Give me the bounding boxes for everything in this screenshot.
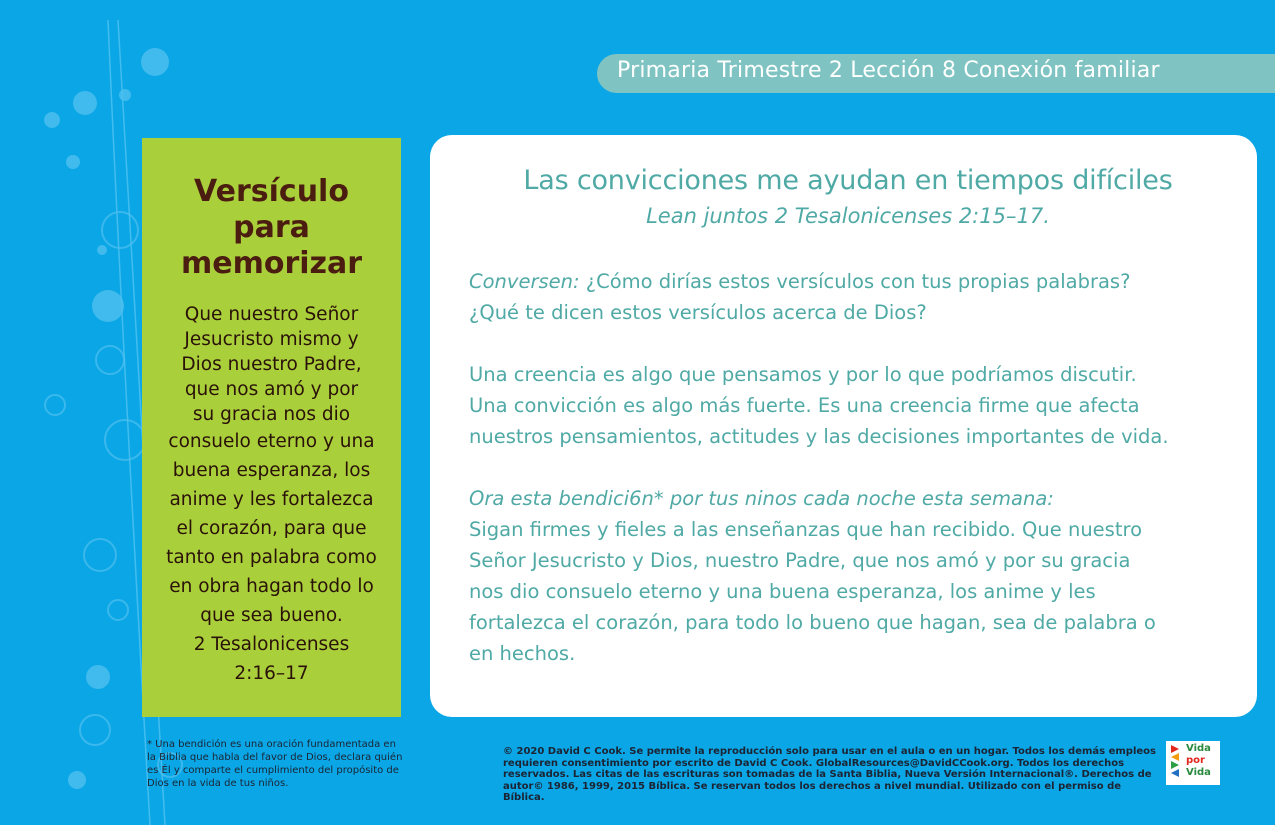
memory-verse-reference-line: 2:16–17 — [234, 663, 309, 684]
memory-verse-panel — [142, 138, 401, 717]
logo-line: Vida — [1186, 743, 1211, 754]
memory-verse-text — [148, 302, 395, 630]
memory-verse-line: el corazón, para que — [176, 518, 367, 539]
header-banner — [597, 54, 1275, 93]
memory-verse-title-line: memorizar — [180, 246, 363, 281]
prayer-line: en hechos. — [469, 642, 576, 665]
footnote-line: la Biblia que habla del favor de Dios, declara quién — [147, 752, 403, 763]
memory-verse-line: Jesucristo mismo y — [184, 329, 359, 350]
belief-line: Una convicción es algo más fuerte. Es una creencia firme que afecta — [469, 394, 1140, 417]
belief-paragraph — [469, 359, 1227, 452]
memory-verse-title — [148, 174, 395, 282]
memory-verse-line: buena esperanza, los — [172, 460, 371, 481]
lesson-title: Las convicciones me ayudan en tiempos difíciles — [523, 165, 1173, 196]
memory-verse-line: que nos amó y por — [184, 379, 359, 400]
prayer-line: nos dio consuelo eterno y una buena esperanza, los anime y les — [469, 580, 1096, 603]
logo-mark-icon — [1169, 743, 1183, 783]
memory-verse-line: en obra hagan todo lo — [169, 576, 374, 597]
memory-verse-line: anime y les fortalezca — [169, 489, 374, 510]
memory-verse-line: que sea bueno. — [200, 605, 343, 626]
copyright-line: requieren consentimiento por escrito de David C Cook. GlobalResources@DavidCCook.org. Todos los derechos — [503, 757, 1125, 769]
header-title: Primaria Trimestre 2 Lección 8 Conexión familiar — [617, 58, 1160, 83]
copyright-line: © 2020 David C Cook. Se permite la reproducción solo para usar en el aula o en un hogar. Todos los demás empleos — [503, 746, 1156, 757]
prayer-line: Sigan firmes y fieles a las enseñanzas que han recibido. Que nuestro — [469, 518, 1142, 541]
prayer-line: Señor Jesucristo y Dios, nuestro Padre, que nos amó y por su gracia — [469, 549, 1131, 572]
logo-line: por — [1186, 755, 1205, 766]
belief-line: nuestros pensamientos, actitudes y las decisiones importantes de vida. — [469, 425, 1169, 448]
discuss-label: Conversen: — [469, 270, 580, 293]
memory-verse-line: Que nuestro Señor — [184, 304, 359, 325]
memory-verse-line: consuelo eterno y una — [168, 431, 375, 452]
footnote-line: * Una bendición es una oración fundamentada en — [147, 739, 396, 750]
prayer-paragraph — [469, 483, 1227, 669]
memory-verse-line: su gracia nos dio — [192, 404, 351, 425]
discuss-paragraph — [469, 266, 1227, 328]
prayer-line: fortalezca el corazón, para todo lo bueno que hagan, sea de palabra o — [469, 611, 1156, 634]
prayer-label: Ora esta bendici6n* por tus ninos cada noche esta semana: — [469, 487, 1054, 510]
logo-line: Vida — [1186, 767, 1211, 778]
lesson-card — [430, 135, 1257, 717]
blessing-footnote — [147, 738, 407, 790]
memory-verse-line: tanto en palabra como — [166, 547, 377, 568]
copyright-line: autor© 1986, 1999, 2015 Bíblica. Se reservan todos los derechos a nivel mundial. Utilizado con el permiso de Bíblica. — [503, 780, 1122, 803]
memory-verse-reference — [148, 630, 395, 688]
copyright-notice — [503, 746, 1163, 804]
memory-verse-line: Dios nuestro Padre, — [181, 354, 362, 375]
copyright-line: reservados. Las citas de las escrituras son tomadas de la Santa Biblia, Nueva Versión Internacional®. Derechos de — [503, 769, 1152, 780]
logo-text — [1186, 743, 1211, 779]
memory-verse-title-line: para — [233, 210, 310, 245]
memory-verse-title-line: Versículo — [194, 174, 349, 209]
belief-line: Una creencia es algo que pensamos y por lo que podríamos discutir. — [469, 363, 1137, 386]
vida-por-vida-logo — [1166, 741, 1220, 785]
discuss-question-1: ¿Cómo dirías estos versículos con tus propias palabras? — [579, 270, 1131, 293]
discuss-question-2: ¿Qué te dicen estos versículos acerca de Dios? — [469, 301, 927, 324]
lesson-subtitle: Lean juntos 2 Tesalonicenses 2:15–17. — [646, 204, 1050, 228]
footnote-line: Dios en la vida de tus niños. — [147, 778, 289, 789]
footnote-line: es Él y comparte el cumplimiento del propósito de — [147, 765, 399, 776]
memory-verse-reference-line: 2 Tesalonicenses — [193, 634, 350, 655]
